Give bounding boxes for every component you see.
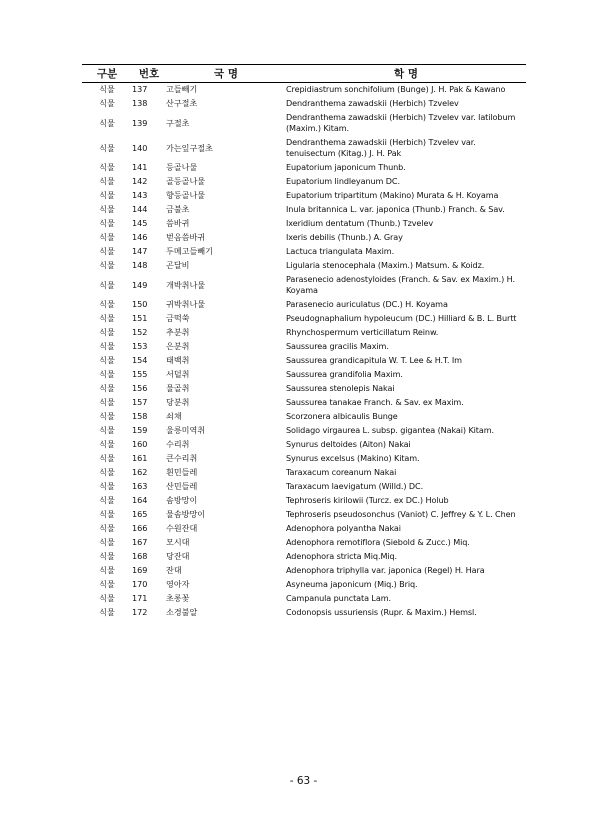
page-number: - 63 -	[289, 775, 318, 787]
scientific-name-cell: Crepidiastrum sonchifolium (Bunge) J. H. Pak & Kawano	[286, 84, 506, 94]
korean-name-cell: 초롱꽃	[166, 593, 190, 603]
number-cell: 156	[132, 383, 148, 393]
category-cell: 식물	[99, 537, 115, 547]
korean-name-cell: 산구절초	[166, 98, 198, 108]
table-row	[82, 368, 526, 382]
category-cell: 식물	[99, 341, 115, 351]
scientific-name-cell: Taraxacum laevigatum (Willd.) DC.	[286, 481, 424, 491]
table-header-row	[82, 65, 526, 83]
scientific-name-cell: Pseudognaphalium hypoleucum (DC.) Hilliard & B. L. Burtt	[286, 313, 517, 323]
scientific-name-cell: Ligularia stenocephala (Maxim.) Matsum. & Koidz.	[286, 260, 485, 270]
number-cell: 155	[132, 369, 148, 379]
category-cell: 식물	[99, 246, 115, 256]
table-row	[82, 396, 526, 410]
category-cell: 식물	[99, 425, 115, 435]
table-row	[82, 97, 526, 111]
scientific-name-cell: Scorzonera albicaulis Bunge	[286, 411, 398, 421]
header-scientific-name: 학 명	[394, 68, 418, 80]
korean-name-cell: 산민들레	[166, 481, 198, 491]
korean-name-cell: 금떡쑥	[166, 313, 190, 323]
korean-name-cell: 울릉미역취	[166, 425, 206, 435]
scientific-name-cell: Tephroseris kirilowii (Turcz. ex DC.) Holub	[286, 495, 449, 505]
category-cell: 식물	[99, 327, 115, 337]
number-cell: 158	[132, 411, 148, 421]
number-cell: 138	[132, 98, 148, 108]
scientific-name-cell: Saussurea grandicapitula W. T. Lee & H.T. Im	[286, 355, 462, 365]
table-row	[82, 606, 526, 620]
scientific-name-cell: Saussurea tanakae Franch. & Sav. ex Maxim.	[286, 397, 464, 407]
scientific-name-cell: Adenophora remotiflora (Siebold & Zucc.) Miq.	[286, 537, 470, 547]
table-row	[82, 508, 526, 522]
header-korean-name: 국 명	[214, 68, 238, 80]
table-row	[82, 83, 526, 98]
table-header	[82, 65, 526, 83]
scientific-name-cell: Rhynchospermum verticillatum Reinw.	[286, 327, 439, 337]
category-cell: 식물	[99, 84, 115, 94]
korean-name-cell: 향등골나물	[166, 190, 206, 200]
category-cell: 식물	[99, 279, 115, 290]
scientific-name-cell: Dendranthema zawadskii (Herbich) Tzvelev var. tenuisectum (Kitag.) J. H. Pak	[286, 137, 476, 158]
scientific-name-cell: Parasenecio auriculatus (DC.) H. Koyama	[286, 299, 448, 309]
korean-name-cell: 모시대	[166, 537, 190, 547]
korean-name-cell: 금불초	[166, 204, 190, 214]
table-row	[82, 312, 526, 326]
category-cell: 식물	[99, 142, 115, 153]
table-row	[82, 189, 526, 203]
scientific-name-cell: Ixeris debilis (Thunb.) A. Gray	[286, 232, 403, 242]
number-cell: 153	[132, 341, 148, 351]
number-cell: 162	[132, 467, 148, 477]
korean-name-cell: 고들빼기	[166, 84, 198, 94]
korean-name-cell: 추분취	[166, 327, 190, 337]
category-cell: 식물	[99, 453, 115, 463]
korean-name-cell: 물골취	[166, 383, 190, 393]
korean-name-cell: 솜방망이	[166, 495, 198, 505]
table-row	[82, 522, 526, 536]
number-cell: 170	[132, 579, 148, 589]
table-row	[82, 578, 526, 592]
category-cell: 식물	[99, 232, 115, 242]
scientific-name-cell: Inula britannica L. var. japonica (Thunb.) Franch. & Sav.	[286, 204, 505, 214]
table-row	[82, 494, 526, 508]
category-cell: 식물	[99, 495, 115, 505]
table-row	[82, 564, 526, 578]
number-cell: 140	[132, 142, 148, 153]
scientific-name-cell: Dendranthema zawadskii (Herbich) Tzvelev	[286, 98, 459, 108]
number-cell: 172	[132, 607, 148, 617]
number-cell: 148	[132, 260, 148, 270]
category-cell: 식물	[99, 98, 115, 108]
scientific-name-cell: Eupatorium lindleyanum DC.	[286, 176, 400, 186]
category-cell: 식물	[99, 523, 115, 533]
scientific-name-cell: Saussurea grandifolia Maxim.	[286, 369, 403, 379]
korean-name-cell: 잔대	[166, 565, 182, 575]
scientific-name-cell: Adenophora stricta Miq.Miq.	[286, 551, 397, 561]
korean-name-cell: 가는잎구절초	[166, 142, 213, 153]
category-cell: 식물	[99, 190, 115, 200]
number-cell: 137	[132, 84, 148, 94]
korean-name-cell: 벋음씀바귀	[166, 232, 206, 242]
korean-name-cell: 귀박취나물	[166, 299, 206, 309]
category-cell: 식물	[99, 509, 115, 519]
table-row	[82, 161, 526, 175]
category-cell: 식물	[99, 579, 115, 589]
korean-name-cell: 소경불알	[166, 607, 198, 617]
number-cell: 171	[132, 593, 148, 603]
korean-name-cell: 당분취	[166, 397, 190, 407]
number-cell: 145	[132, 218, 148, 228]
number-cell: 154	[132, 355, 148, 365]
table-row	[82, 326, 526, 340]
korean-name-cell: 흰민들레	[166, 467, 198, 477]
category-cell: 식물	[99, 481, 115, 491]
table-row	[82, 466, 526, 480]
number-cell: 168	[132, 551, 148, 561]
category-cell: 식물	[99, 411, 115, 421]
korean-name-cell: 은분취	[166, 341, 190, 351]
table-row	[82, 231, 526, 245]
category-cell: 식물	[99, 467, 115, 477]
category-cell: 식물	[99, 593, 115, 603]
table-row	[82, 354, 526, 368]
scientific-name-cell: Synurus deltoides (Aiton) Nakai	[286, 439, 411, 449]
table-row	[82, 550, 526, 564]
table-row	[82, 298, 526, 312]
header-number: 번호	[138, 68, 160, 80]
category-cell: 식물	[99, 218, 115, 228]
category-cell: 식물	[99, 299, 115, 309]
category-cell: 식물	[99, 383, 115, 393]
species-table	[82, 64, 526, 620]
korean-name-cell: 수리취	[166, 439, 190, 449]
scientific-name-cell: Solidago virgaurea L. subsp. gigantea (Nakai) Kitam.	[286, 425, 495, 435]
number-cell: 164	[132, 495, 148, 505]
table-row	[82, 438, 526, 452]
number-cell: 152	[132, 327, 148, 337]
scientific-name-cell: Ixeridium dentatum (Thunb.) Tzvelev	[286, 218, 434, 228]
table-row	[82, 203, 526, 217]
category-cell: 식물	[99, 607, 115, 617]
number-cell: 163	[132, 481, 148, 491]
number-cell: 141	[132, 162, 148, 172]
number-cell: 157	[132, 397, 148, 407]
scientific-name-cell: Adenophora triphylla var. japonica (Regel) H. Hara	[286, 565, 485, 575]
scientific-name-cell: Synurus excelsus (Makino) Kitam.	[286, 453, 420, 463]
number-cell: 159	[132, 425, 148, 435]
scientific-name-cell: Codonopsis ussuriensis (Rupr. & Maxim.) Hemsl.	[286, 607, 477, 617]
table-row	[82, 340, 526, 354]
korean-name-cell: 큰수리취	[166, 453, 198, 463]
category-cell: 식물	[99, 369, 115, 379]
table-row	[82, 217, 526, 231]
category-cell: 식물	[99, 355, 115, 365]
korean-name-cell: 구절초	[166, 117, 190, 128]
scientific-name-cell: Lactuca triangulata Maxim.	[286, 246, 395, 256]
number-cell: 151	[132, 313, 148, 323]
table-row	[82, 111, 526, 136]
korean-name-cell: 쇠채	[166, 411, 182, 421]
scientific-name-cell: Eupatorium tripartitum (Makino) Murata & H. Koyama	[286, 190, 499, 200]
korean-name-cell: 태백취	[166, 355, 190, 365]
number-cell: 147	[132, 246, 148, 256]
korean-name-cell: 수원잔대	[166, 523, 198, 533]
korean-name-cell: 서덜취	[166, 369, 190, 379]
scientific-name-cell: Saussurea stenolepis Nakai	[286, 383, 395, 393]
header-category: 구분	[96, 68, 118, 80]
table-row	[82, 259, 526, 273]
korean-name-cell: 씀바귀	[166, 218, 190, 228]
scientific-name-cell: Campanula punctata Lam.	[286, 593, 391, 603]
scientific-name-cell: Saussurea gracilis Maxim.	[286, 341, 389, 351]
table-row	[82, 452, 526, 466]
table-body	[82, 83, 526, 621]
category-cell: 식물	[99, 439, 115, 449]
scientific-name-cell: Tephroseris pseudosonchus (Vaniot) C. Jeffrey & Y. L. Chen	[286, 509, 516, 519]
korean-name-cell: 두메고들빼기	[166, 246, 213, 256]
number-cell: 165	[132, 509, 148, 519]
category-cell: 식물	[99, 551, 115, 561]
table-row	[82, 592, 526, 606]
korean-name-cell: 곤달비	[166, 260, 190, 270]
number-cell: 150	[132, 299, 148, 309]
scientific-name-cell: Parasenecio adenostyloides (Franch. & Sav. ex Maxim.) H. Koyama	[286, 274, 515, 295]
number-cell: 142	[132, 176, 148, 186]
category-cell: 식물	[99, 397, 115, 407]
scientific-name-cell: Adenophora polyantha Nakai	[286, 523, 401, 533]
number-cell: 160	[132, 439, 148, 449]
number-cell: 139	[132, 117, 148, 128]
table-row	[82, 273, 526, 298]
category-cell: 식물	[99, 565, 115, 575]
category-cell: 식물	[99, 260, 115, 270]
table-row	[82, 424, 526, 438]
korean-name-cell: 등골나물	[166, 162, 198, 172]
korean-name-cell: 영아자	[166, 579, 190, 589]
table-row	[82, 136, 526, 161]
category-cell: 식물	[99, 176, 115, 186]
category-cell: 식물	[99, 117, 115, 128]
number-cell: 166	[132, 523, 148, 533]
number-cell: 149	[132, 279, 148, 290]
scientific-name-cell: Taraxacum coreanum Nakai	[286, 467, 397, 477]
category-cell: 식물	[99, 162, 115, 172]
table-row	[82, 245, 526, 259]
table-row	[82, 536, 526, 550]
korean-name-cell: 개박취나물	[166, 279, 206, 290]
korean-name-cell: 당잔대	[166, 551, 190, 561]
number-cell: 143	[132, 190, 148, 200]
table-row	[82, 480, 526, 494]
korean-name-cell: 물솜방망이	[166, 509, 206, 519]
table-row	[82, 175, 526, 189]
category-cell: 식물	[99, 204, 115, 214]
number-cell: 167	[132, 537, 148, 547]
scientific-name-cell: Asyneuma japonicum (Miq.) Briq.	[286, 579, 418, 589]
number-cell: 161	[132, 453, 148, 463]
number-cell: 144	[132, 204, 148, 214]
category-cell: 식물	[99, 313, 115, 323]
number-cell: 169	[132, 565, 148, 575]
number-cell: 146	[132, 232, 148, 242]
scientific-name-cell: Dendranthema zawadskii (Herbich) Tzvelev var. latilobum (Maxim.) Kitam.	[286, 112, 516, 133]
table-row	[82, 410, 526, 424]
table-row	[82, 382, 526, 396]
korean-name-cell: 골등골나물	[166, 176, 206, 186]
scientific-name-cell: Eupatorium japonicum Thunb.	[286, 162, 406, 172]
